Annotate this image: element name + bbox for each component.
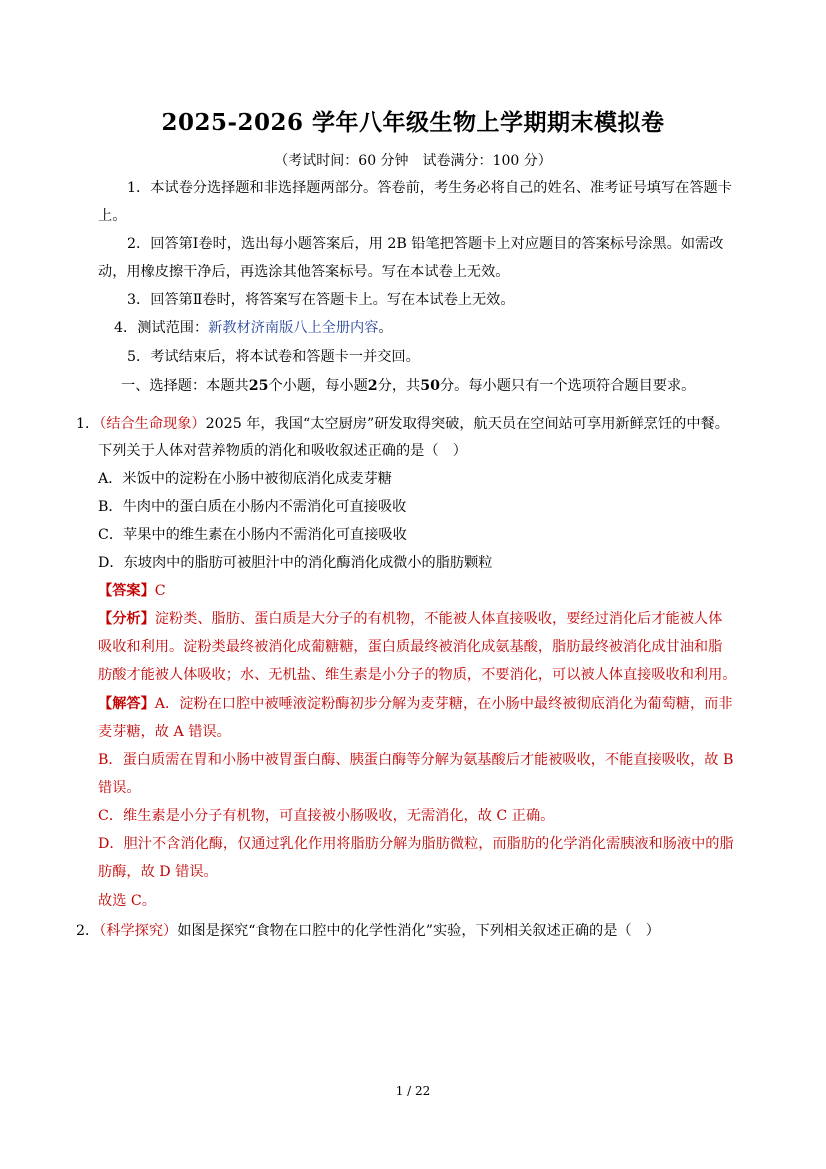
section-count: 25: [248, 378, 269, 394]
option-d: D．东坡肉中的脂肪可被胆汁中的消化酶消化成微小的脂肪颗粒: [98, 555, 493, 571]
question-2-stem: [76, 921, 660, 941]
page-title: 2025-2026 学年八年级生物上学期期末模拟卷: [161, 109, 665, 136]
section-total: 50: [420, 378, 440, 394]
solution-label: 【解答】: [98, 696, 155, 712]
section-text-4: 分。每小题只有一个选项符合题目要求。: [439, 378, 696, 394]
instruction-4-prefix: 4．测试范围：: [114, 320, 209, 336]
test-range: 新教材济南版八上全册内容: [208, 320, 379, 336]
question-1-stem: [76, 414, 729, 434]
section-heading: [121, 376, 695, 396]
question-number: 2．: [76, 923, 100, 939]
conclusion: 故选 C。: [98, 893, 156, 909]
section-text-3: 分，共: [377, 378, 421, 394]
solution-c: C．维生素是小分子有机物，可直接被小肠吸收，无需消化，故 C 正确。: [98, 808, 555, 824]
section-text-2: 个小题，每小题: [268, 378, 368, 394]
option-c: C．苹果中的维生素在小肠内不需消化可直接吸收: [98, 527, 407, 543]
solution-b-cont: 错误。: [98, 780, 141, 796]
section-text-1: 一、选择题：本题共: [121, 378, 249, 394]
solution-b: B．蛋白质需在胃和小肠中被胃蛋白酶、胰蛋白酶等分解为氨基酸后才能被吸收，不能直接吸收，故 B: [98, 752, 734, 768]
option-b: B．牛肉中的蛋白质在小肠内不需消化可直接吸收: [98, 499, 407, 515]
question-tag: （科学探究）: [99, 923, 178, 939]
instruction-2-cont: 动，用橡皮擦干净后，再选涂其他答案标号。写在本试卷上无效。: [98, 264, 510, 280]
analysis: [98, 609, 722, 629]
question-text: 2025 年，我国“太空厨房”研发取得突破，航天员在空间站可享用新鲜烹饪的中餐。: [205, 416, 729, 432]
answer-label: 【答案】: [98, 583, 155, 599]
solution-a-cont: 麦芽糖，故 A 错误。: [98, 724, 231, 740]
section-points-each: 2: [367, 378, 378, 394]
analysis-text: 淀粉类、脂肪、蛋白质是大分子的有机物，不能被人体直接吸收，要经过消化后才能被人体: [154, 611, 723, 627]
exam-meta: （考试时间：60 分钟 试卷满分：100 分）: [274, 153, 552, 169]
analysis-cont-2: 肪酸才能被人体吸收；水、无机盐、维生素是小分子的物质，不要消化，可以被人体直接吸收和利用。: [98, 667, 737, 683]
question-1-stem-cont: 下列关于人体对营养物质的消化和吸收叙述正确的是（ ）: [98, 443, 467, 459]
instruction-1-cont: 上。: [98, 208, 127, 224]
page-number: 1 / 22: [395, 1084, 431, 1098]
solution-d-cont: 肪酶，故 D 错误。: [98, 864, 218, 880]
instruction-3: 3．回答第Ⅱ卷时，将答案写在答题卡上。写在本试卷上无效。: [127, 292, 515, 308]
instruction-1: 1．本试卷分选择题和非选择题两部分。答卷前，考生务必将自己的姓名、准考证号填写在答题卡: [127, 180, 732, 196]
solution-a-text: A．淀粉在口腔中被唾液淀粉酶初步分解为麦芽糖，在小肠中最终被彻底消化为葡萄糖，而非: [154, 696, 733, 712]
analysis-label: 【分析】: [98, 611, 155, 627]
solution-d: D．胆汁不含消化酶，仅通过乳化作用将脂肪分解为脂肪微粒，而脂肪的化学消化需胰液和肠液中的脂: [98, 836, 734, 852]
question-number: 1．: [76, 416, 100, 432]
instruction-2: 2．回答第Ⅰ卷时，选出每小题答案后，用 2B 铅笔把答题卡上对应题目的答案标号涂黑。如需改: [127, 236, 724, 252]
option-a: A．米饭中的淀粉在小肠中被彻底消化成麦芽糖: [98, 471, 392, 487]
question-tag: （结合生命现象）: [99, 416, 206, 432]
instruction-5: 5．考试结束后，将本试卷和答题卡一并交回。: [127, 349, 420, 365]
answer: [98, 581, 166, 601]
analysis-cont-1: 吸收和利用。淀粉类最终被消化成葡糖糖，蛋白质最终被消化成氨基酸，脂肪最终被消化成甘油和脂: [98, 639, 723, 655]
solution: [98, 694, 733, 714]
instruction-4-suffix: 。: [378, 320, 393, 336]
answer-value: C: [154, 583, 166, 599]
question-text: 如图是探究“食物在口腔中的化学性消化”实验，下列相关叙述正确的是（ ）: [177, 923, 660, 939]
instruction-4: [114, 318, 393, 338]
